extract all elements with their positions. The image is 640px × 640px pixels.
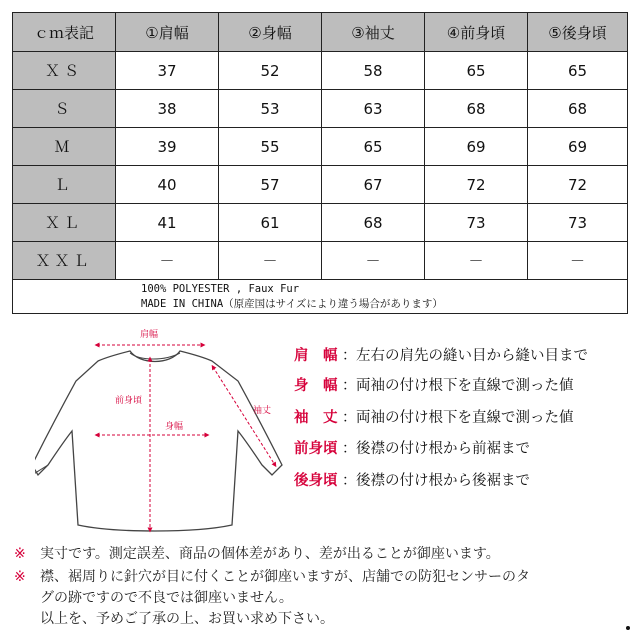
size-label: Ｍ [13, 128, 116, 166]
shoulder-label: 肩幅 [140, 330, 159, 340]
legend-item: 肩 幅 ：左右の肩先の縫い目から縫い目まで [294, 344, 588, 365]
legend-item: 袖 丈 ：両袖の付け根下を直線で測った値 [294, 406, 574, 427]
note-text: 以上を、予めご了承の上、お買い求め下さい。 [40, 611, 334, 627]
table-cell: 38 [116, 90, 219, 128]
table-cell: 69 [425, 128, 528, 166]
table-cell: 65 [322, 128, 425, 166]
shirt-outline [35, 351, 282, 531]
header-cell: ②身幅 [219, 13, 322, 52]
legend-term: 後身頃 [294, 473, 338, 489]
table-cell: 73 [528, 204, 628, 242]
table-cell: － [116, 242, 219, 280]
legend-desc: 後襟の付け根から前裾まで [356, 441, 530, 457]
cuff-line-right [262, 465, 272, 475]
legend-term: 肩 幅 [294, 348, 338, 364]
table-row [13, 128, 628, 166]
table-cell: 52 [219, 52, 322, 90]
table-cell: 39 [116, 128, 219, 166]
table-row [13, 242, 628, 280]
size-label: ＸＳ [13, 52, 116, 90]
front-length-label: 前身頃 [115, 396, 143, 406]
legend-desc: 両袖の付け根下を直線で測った値 [356, 410, 574, 426]
table-cell: 55 [219, 128, 322, 166]
header-cell: ③袖丈 [322, 13, 425, 52]
table-cell: 58 [322, 52, 425, 90]
legend-term: 袖 丈 [294, 410, 338, 426]
table-row [13, 52, 628, 90]
note-line [14, 587, 293, 607]
table-header-row [13, 13, 628, 52]
table-cell: 68 [322, 204, 425, 242]
material-cell [13, 280, 628, 314]
table-cell: 65 [425, 52, 528, 90]
table-row [13, 204, 628, 242]
note-text: 襟、裾周りに針穴が目に付くことが御座いますが、店舗での防犯センサーのタ [40, 569, 530, 585]
material-line: 100% POLYESTER , Faux Fur [141, 282, 300, 295]
table-cell: － [219, 242, 322, 280]
material-row [13, 280, 628, 314]
note-text: 実寸です。測定誤差、商品の個体差があり、差が出ることが御座います。 [40, 546, 500, 562]
table-cell: 72 [528, 166, 628, 204]
sleeve-label: 袖丈 [253, 406, 272, 416]
table-row [13, 166, 628, 204]
note-line [14, 543, 500, 563]
size-table [12, 12, 628, 314]
table-cell: 57 [219, 166, 322, 204]
table-cell: 61 [219, 204, 322, 242]
header-cell: ④前身頃 [425, 13, 528, 52]
header-cell: ⑤後身頃 [528, 13, 628, 52]
note-text: グの跡ですので不良では御座いません。 [40, 590, 293, 606]
table-cell: 65 [528, 52, 628, 90]
table-cell: 53 [219, 90, 322, 128]
shirt-diagram [35, 325, 285, 540]
header-cell: ｃｍ表記 [13, 13, 116, 52]
table-cell: 63 [322, 90, 425, 128]
table-cell: 69 [528, 128, 628, 166]
legend-term: 身 幅 [294, 378, 338, 394]
note-line [14, 608, 334, 628]
note-line [14, 566, 530, 586]
table-cell: 68 [425, 90, 528, 128]
table-cell: － [425, 242, 528, 280]
legend-term: 前身頃 [294, 441, 338, 457]
material-line: MADE IN CHINA（原産国はサイズにより違う場合があります） [141, 297, 443, 310]
legend-desc: 両袖の付け根下を直線で測った値 [356, 378, 574, 394]
legend-item: 身 幅 ：両袖の付け根下を直線で測った値 [294, 374, 574, 395]
body-width-label: 身幅 [165, 422, 184, 432]
legend-item: 後身頃 ：後襟の付け根から後裾まで [294, 469, 530, 490]
size-label: Ｓ [13, 90, 116, 128]
size-label: Ｌ [13, 166, 116, 204]
legend-desc: 後襟の付け根から後裾まで [356, 473, 530, 489]
table-cell: 73 [425, 204, 528, 242]
table-row [13, 90, 628, 128]
table-cell: 40 [116, 166, 219, 204]
size-label: ＸＸＬ [13, 242, 116, 280]
table-cell: 37 [116, 52, 219, 90]
corner-dot [626, 626, 630, 630]
legend-desc: 左右の肩先の縫い目から縫い目まで [356, 348, 588, 364]
table-cell: 68 [528, 90, 628, 128]
note-mark: ※ [14, 546, 26, 562]
sleeve-arrow [213, 367, 275, 465]
legend-item: 前身頃 ：後襟の付け根から前裾まで [294, 437, 530, 458]
note-mark: ※ [14, 569, 26, 585]
table-cell: － [322, 242, 425, 280]
table-cell: － [528, 242, 628, 280]
table-cell: 67 [322, 166, 425, 204]
table-cell: 41 [116, 204, 219, 242]
header-cell: ①肩幅 [116, 13, 219, 52]
table-cell: 72 [425, 166, 528, 204]
size-label: ＸＬ [13, 204, 116, 242]
